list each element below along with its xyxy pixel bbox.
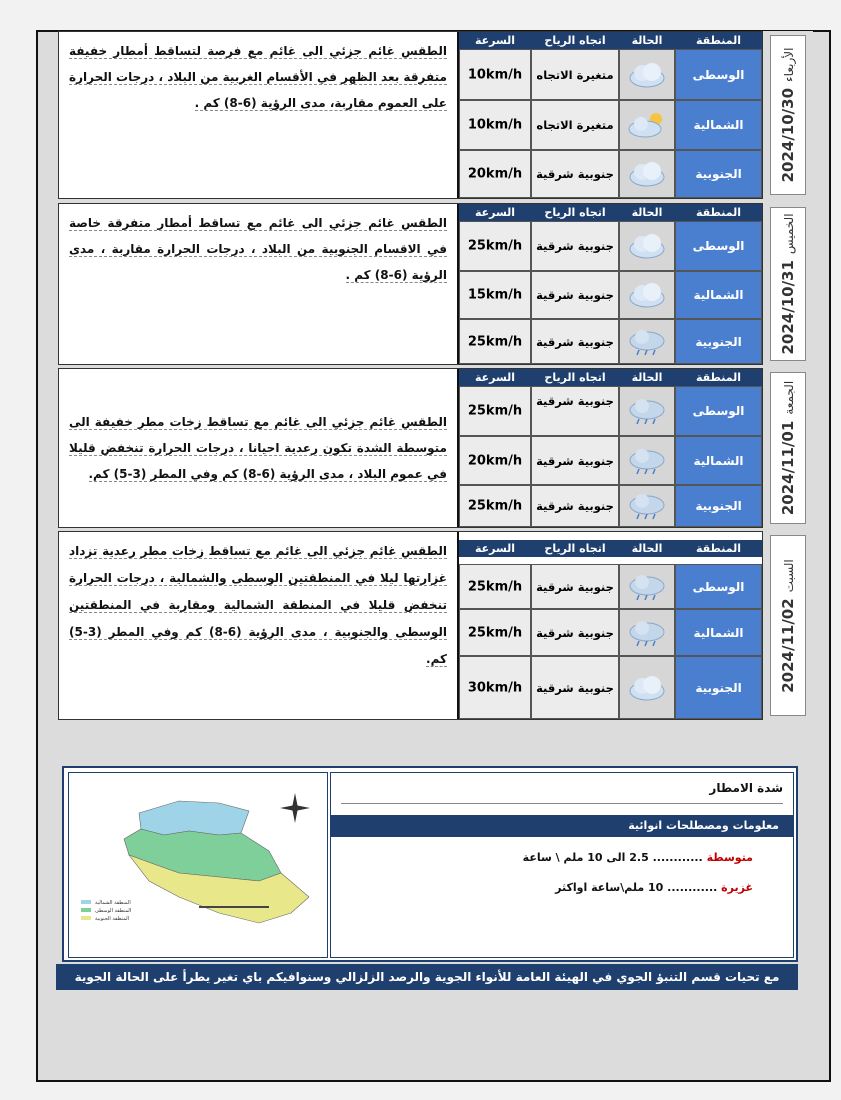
day-block-4 xyxy=(58,531,763,720)
forecast-table xyxy=(459,204,762,364)
condition-cell xyxy=(619,609,675,656)
table-row xyxy=(459,49,762,100)
condition-cell xyxy=(619,150,675,198)
header-speed: السرعة xyxy=(474,34,516,47)
day-block-1 xyxy=(58,31,763,199)
wind-cell: جنوبية شرقية xyxy=(531,485,619,527)
compass-icon xyxy=(280,793,310,823)
sun-cloud-icon xyxy=(627,111,667,139)
table-row xyxy=(459,100,762,150)
forecast-table xyxy=(459,32,762,198)
region-cell: الجنوبية xyxy=(675,319,762,364)
table-row xyxy=(459,609,762,656)
cloud-icon xyxy=(627,281,667,309)
table-row xyxy=(459,150,762,198)
table-header xyxy=(459,369,762,386)
condition-cell xyxy=(619,49,675,100)
cloud-icon xyxy=(627,232,667,260)
header-speed: السرعة xyxy=(459,540,531,557)
legend-north: المنطقة الشمالية xyxy=(95,900,131,906)
wind-cell: جنوبية شرقية xyxy=(531,386,619,436)
header-wind: اتجاه الرياح xyxy=(544,371,606,384)
header-condition: الحالة xyxy=(631,34,663,47)
legend-swatch-central xyxy=(81,908,91,912)
condition-cell xyxy=(619,564,675,609)
rain-intensity-title: شدة الامطار xyxy=(709,781,783,795)
wind-cell: جنوبية شرقية xyxy=(531,319,619,364)
wind-cell: جنوبية شرقية xyxy=(531,436,619,485)
cloud-icon xyxy=(627,61,667,89)
table-header xyxy=(459,204,762,221)
speed-cell: 25km/h xyxy=(459,386,531,436)
rain-intensity-box xyxy=(330,772,794,958)
header-speed: السرعة xyxy=(474,371,516,384)
condition-cell xyxy=(619,485,675,527)
day-name: الخميس xyxy=(782,213,796,255)
region-cell: الوسطى xyxy=(675,221,762,271)
table-row xyxy=(459,319,762,364)
moderate-text: ............ 2.5 الى 10 ملم \ ساعة xyxy=(522,851,703,864)
map-graphic xyxy=(69,773,327,957)
table-row xyxy=(459,386,762,436)
day-name: الجمعة xyxy=(782,380,796,415)
day-description: الطقس غائم جزئي الى غائم مع فرصة لتساقط أمطار خفيفة متفرقة بعد الظهر في الأقسام الغربية من البلاد ، درجات الحرارة على العموم مقاربة، مدى الرؤية (6-8) كم . xyxy=(59,32,459,198)
wind-cell: جنوبية شرقية xyxy=(531,609,619,656)
condition-cell xyxy=(619,221,675,271)
region-cell: الجنوبية xyxy=(675,150,762,198)
forecast-table xyxy=(459,532,762,719)
speed-cell: 25km/h xyxy=(459,221,531,271)
meteorology-terms-bar: معلومات ومصطلحات انوائية xyxy=(331,815,793,837)
region-cell: الشمالية xyxy=(675,271,762,319)
table-row xyxy=(459,656,762,719)
date-label: 2024/10/31 xyxy=(779,260,797,355)
rain-cloud-icon xyxy=(627,447,667,475)
date-cell xyxy=(763,531,813,720)
date-label: 2024/10/30 xyxy=(779,87,797,183)
condition-cell xyxy=(619,319,675,364)
speed-cell: 25km/h xyxy=(459,485,531,527)
header-wind: اتجاه الرياح xyxy=(544,34,606,47)
date-label: 2024/11/02 xyxy=(779,597,797,693)
speed-cell: 20km/h xyxy=(459,436,531,485)
speed-cell: 30km/h xyxy=(459,656,531,719)
condition-cell xyxy=(619,271,675,319)
forecast-table xyxy=(459,369,762,527)
speed-cell: 15km/h xyxy=(459,271,531,319)
iraq-region-map xyxy=(68,772,328,958)
condition-cell xyxy=(619,656,675,719)
region-cell: الجنوبية xyxy=(675,485,762,527)
legend-swatch-south xyxy=(81,916,91,920)
heavy-rain-line xyxy=(555,881,753,894)
date-cell xyxy=(763,203,813,365)
region-cell: الشمالية xyxy=(675,609,762,656)
day-block-3 xyxy=(58,368,763,528)
wind-cell: جنوبية شرقية xyxy=(531,656,619,719)
header-condition: الحالة xyxy=(619,540,675,557)
condition-cell xyxy=(619,386,675,436)
day-block-2 xyxy=(58,203,763,365)
table-row xyxy=(459,485,762,527)
table-row xyxy=(459,221,762,271)
day-description: الطقس غائم جزئي الى غائم مع تساقط أمطار متفرقة خاصة في الاقسام الجنوبية من البلاد ، درجات الحرارة مقاربة ، مدى الرؤية (6-8) كم . xyxy=(59,204,459,364)
wind-cell: جنوبية شرقية xyxy=(531,271,619,319)
rain-cloud-icon xyxy=(627,573,667,601)
heavy-text: ............ 10 ملم\ساعة اواكثر xyxy=(555,881,718,894)
moderate-rain-line xyxy=(523,851,753,864)
region-cell: الشمالية xyxy=(675,436,762,485)
wind-cell: جنوبية شرقية xyxy=(531,564,619,609)
day-description: الطقس غائم جزئي الى غائم مع تساقط زخات مطر خفيفة الى متوسطة الشدة تكون رعدية احيانا ، درجات الحرارة تنخفض قليلا في عموم البلاد ، مدى الرؤية (6-8) كم وفي المطر (3-5) كم. xyxy=(59,369,459,527)
info-panel xyxy=(62,766,798,962)
legend-south: المنطقة الجنوبية xyxy=(95,916,130,922)
header-region: المنطقة xyxy=(695,34,742,47)
day-name: السبت xyxy=(782,558,796,592)
legend-swatch-north xyxy=(81,900,91,904)
header-speed: السرعة xyxy=(474,206,516,219)
day-name: الأربعاء xyxy=(782,47,796,82)
speed-cell: 25km/h xyxy=(459,609,531,656)
speed-cell: 10km/h xyxy=(459,100,531,150)
table-row xyxy=(459,271,762,319)
wind-cell: جنوبية شرقية xyxy=(531,221,619,271)
date-cell xyxy=(763,368,813,528)
heavy-label: غزيرة xyxy=(721,881,753,894)
speed-cell: 25km/h xyxy=(459,319,531,364)
table-row xyxy=(459,564,762,609)
speed-cell: 25km/h xyxy=(459,564,531,609)
legend-central: المنطقة الوسطى xyxy=(95,908,132,914)
wind-cell: جنوبية شرقية xyxy=(531,150,619,198)
condition-cell xyxy=(619,100,675,150)
rain-cloud-icon xyxy=(627,619,667,647)
table-header xyxy=(459,32,762,49)
speed-cell: 10km/h xyxy=(459,49,531,100)
day-description: الطقس غائم جزئي الى غائم مع تساقط زخات مطر رعدية تزداد غزارتها ليلا في المنطقتين الوسطى والشمالية ، درجات الحرارة تنخفض قليلا في المنطقة الشمالية ومقاربة في المنطقتين الوسطى والجنوبية ، مدى الرؤية (6-8) كم وفي المطر (3-5) كم. xyxy=(59,532,459,719)
cloud-icon xyxy=(627,160,667,188)
region-cell: الوسطى xyxy=(675,49,762,100)
header-region: المنطقة xyxy=(695,206,742,219)
region-cell: الجنوبية xyxy=(675,656,762,719)
region-cell: الوسطى xyxy=(675,386,762,436)
table-row xyxy=(459,436,762,485)
header-condition: الحالة xyxy=(631,371,663,384)
header-region: المنطقة xyxy=(695,371,742,384)
rain-cloud-icon xyxy=(627,397,667,425)
region-cell: الوسطى xyxy=(675,564,762,609)
wind-cell: متغيرة الاتجاه xyxy=(531,100,619,150)
region-cell: الشمالية xyxy=(675,100,762,150)
speed-cell: 20km/h xyxy=(459,150,531,198)
moderate-label: متوسطة xyxy=(706,851,753,864)
header-wind: اتجاه الرياح xyxy=(544,206,606,219)
condition-cell xyxy=(619,436,675,485)
cloud-icon xyxy=(627,674,667,702)
header-wind: اتجاه الرياح xyxy=(531,540,619,557)
wind-cell: متغيرة الاتجاه xyxy=(531,49,619,100)
table-header xyxy=(459,532,762,564)
footer-banner: مع تحيات قسم التنبؤ الجوي في الهيئة العامة للأنواء الجوية والرصد الزلزالي وسنوافيكم باي تغير يطرأ على الحالة الجوية xyxy=(56,964,798,990)
date-label: 2024/11/01 xyxy=(779,420,797,516)
rain-cloud-icon xyxy=(627,492,667,520)
date-cell xyxy=(763,31,813,199)
rain-cloud-icon xyxy=(627,328,667,356)
header-condition: الحالة xyxy=(631,206,663,219)
header-region: المنطقة xyxy=(675,540,762,557)
